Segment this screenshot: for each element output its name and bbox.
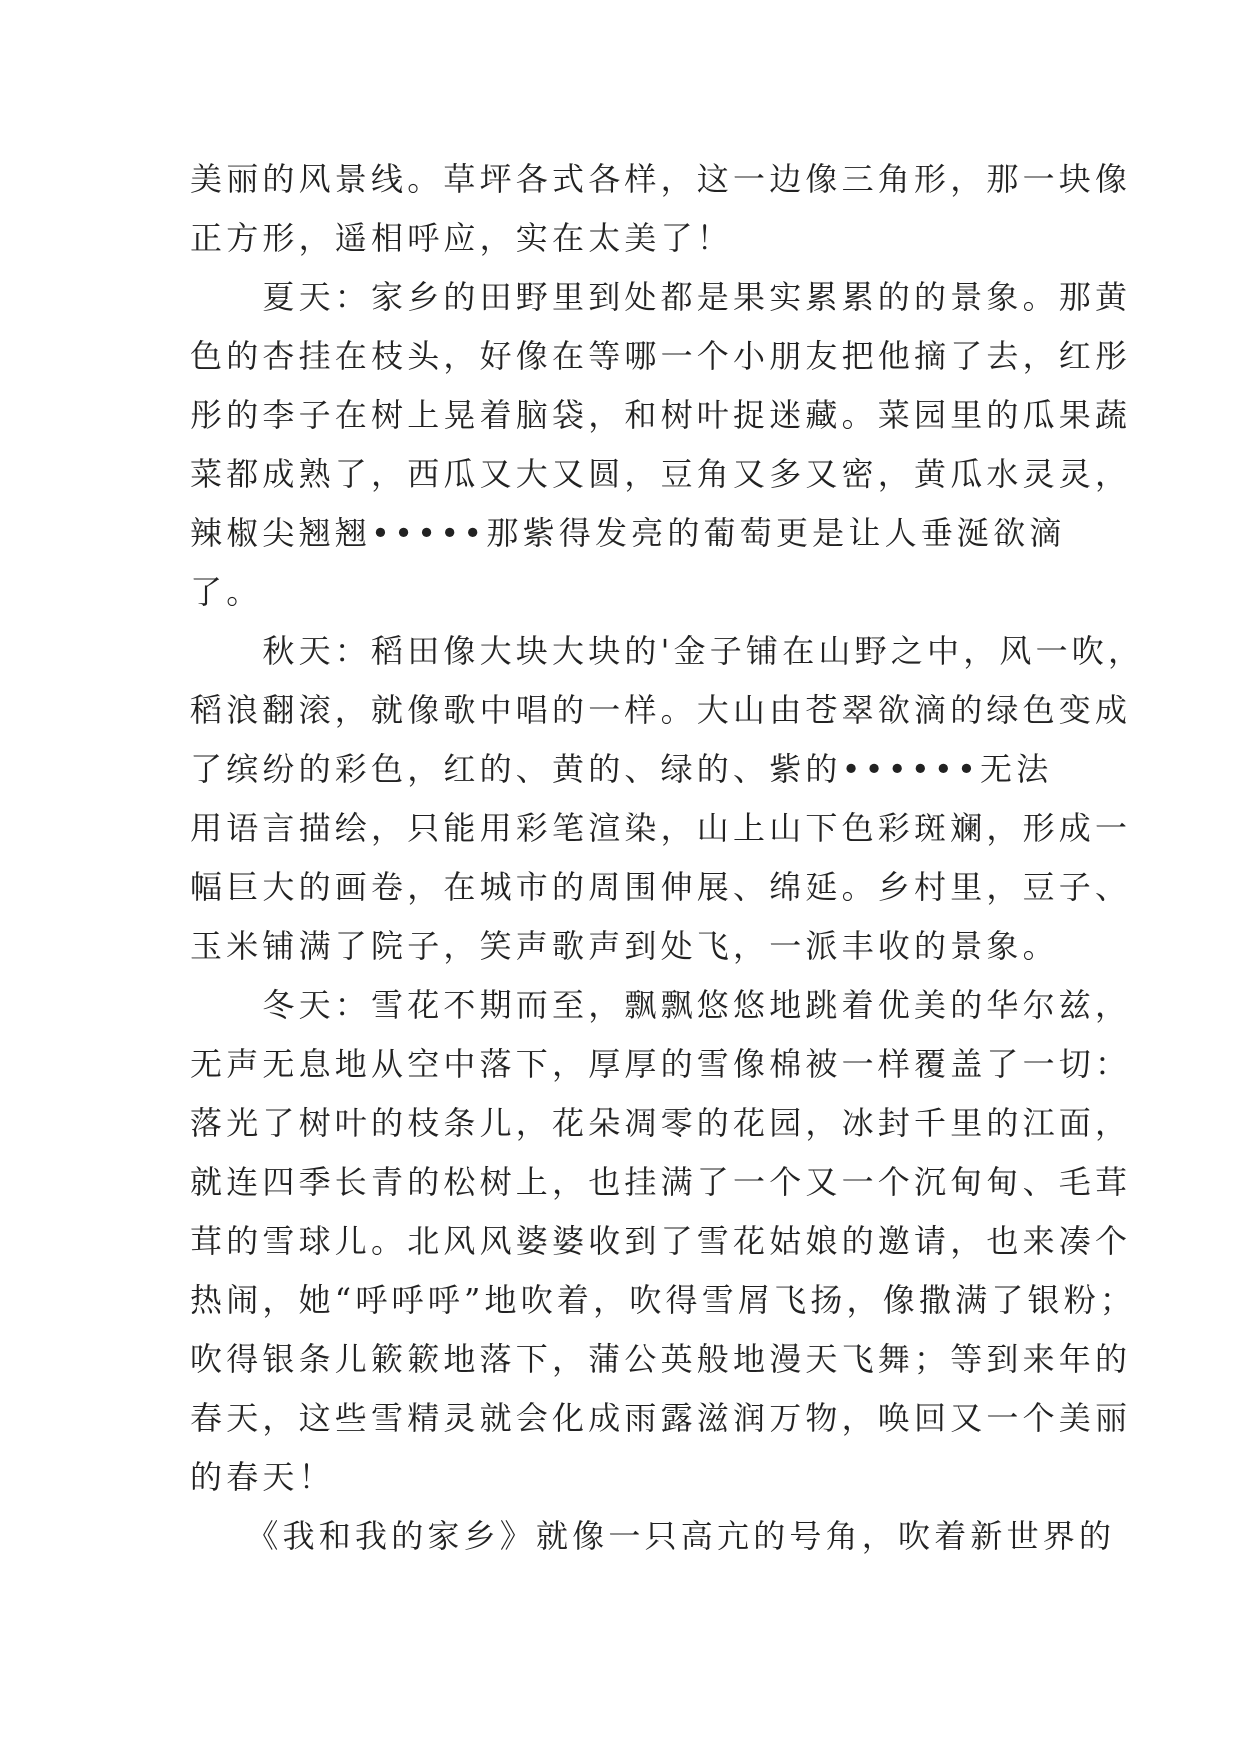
text-line: 秋天：稻田像大块大块的'金子铺在山野之中，风一吹， <box>190 632 1145 670</box>
text-line: 夏天：家乡的田野里到处都是果实累累的的景象。那黄 <box>190 278 1132 316</box>
text-line: 无声无息地从空中落下，厚厚的雪像棉被一样覆盖了一切： <box>190 1045 1132 1083</box>
text-line: 了。 <box>190 573 263 611</box>
text-line: 冬天：雪花不期而至，飘飘悠悠地跳着优美的华尔兹， <box>190 986 1132 1024</box>
text-line: 正方形，遥相呼应，实在太美了！ <box>190 219 734 257</box>
text-line: 辣椒尖翘翘•••••那紫得发亮的葡萄更是让人垂涎欲滴 <box>190 514 1066 552</box>
text-line: 《我和我的家乡》就像一只高亢的号角，吹着新世界的 <box>190 1517 1116 1555</box>
text-line: 热闹，她“呼呼呼”地吹着，吹得雪屑飞扬，像撒满了银粉； <box>190 1281 1137 1319</box>
text-line: 彤的李子在树上晃着脑袋，和树叶捉迷藏。菜园里的瓜果蔬 <box>190 396 1132 434</box>
text-line: 的春天！ <box>190 1458 335 1496</box>
text-line: 用语言描绘，只能用彩笔渲染，山上山下色彩斑斓，形成一 <box>190 809 1132 847</box>
essay-body <box>190 150 1145 1566</box>
text-line: 稻浪翻滚，就像歌中唱的一样。大山由苍翠欲滴的绿色变成 <box>190 691 1132 729</box>
text-line: 落光了树叶的枝条儿，花朵凋零的花园，冰封千里的江面， <box>190 1104 1132 1142</box>
text-line: 色的杏挂在枝头，好像在等哪一个小朋友把他摘了去，红彤 <box>190 337 1132 375</box>
text-line: 玉米铺满了院子，笑声歌声到处飞，一派丰收的景象。 <box>190 927 1059 965</box>
text-line: 就连四季长青的松树上，也挂满了一个又一个沉甸甸、毛茸 <box>190 1163 1132 1201</box>
text-line: 了缤纷的彩色，红的、黄的、绿的、紫的••••••无法 <box>190 750 1053 788</box>
text-line: 吹得银条儿簌簌地落下，蒲公英般地漫天飞舞；等到来年的 <box>190 1340 1132 1378</box>
text-line: 茸的雪球儿。北风风婆婆收到了雪花姑娘的邀请，也来凑个 <box>190 1222 1132 1260</box>
text-line: 菜都成熟了，西瓜又大又圆，豆角又多又密，黄瓜水灵灵， <box>190 455 1132 493</box>
text-line: 春天，这些雪精灵就会化成雨露滋润万物，唤回又一个美丽 <box>190 1399 1132 1437</box>
text-line: 幅巨大的画卷，在城市的周围伸展、绵延。乡村里，豆子、 <box>190 868 1132 906</box>
text-line: 美丽的风景线。草坪各式各样，这一边像三角形，那一块像 <box>190 160 1132 198</box>
